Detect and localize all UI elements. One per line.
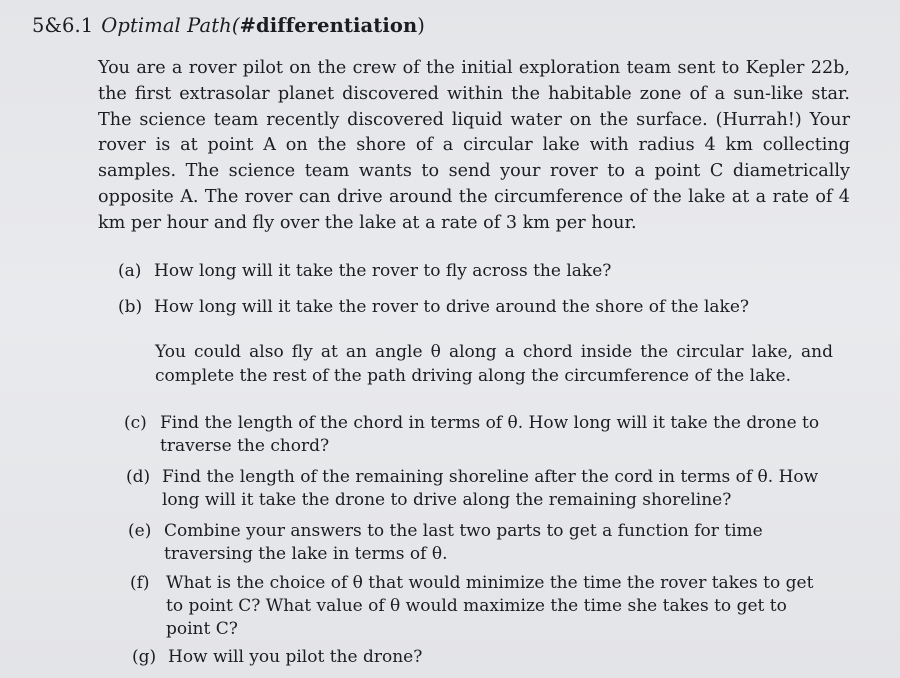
question-a: [118, 260, 838, 283]
question-label: (f): [130, 573, 150, 593]
question-text: Combine your answers to the last two parts to get a function for time traversing the lake in terms of θ.: [164, 521, 763, 564]
question-text: How will you pilot the drone?: [168, 647, 423, 667]
question-c: [124, 412, 830, 458]
problem-heading: [32, 14, 425, 37]
question-g: [132, 646, 832, 669]
question-text: Find the length of the chord in terms of θ. How long will it take the drone to traverse the chord?: [160, 413, 820, 456]
question-text: How long will it take the rover to fly across the lake?: [154, 261, 612, 281]
question-label: (d): [126, 467, 151, 487]
question-label: (c): [124, 413, 147, 433]
problem-number: 5&6.1: [32, 14, 94, 37]
problem-title-close: ): [417, 14, 425, 37]
question-label: (g): [132, 647, 157, 667]
question-f: [130, 572, 830, 641]
question-d: [126, 466, 832, 512]
question-b: [118, 296, 838, 319]
question-label: (e): [128, 521, 152, 541]
question-text: How long will it take the rover to drive around the shore of the lake?: [154, 297, 750, 317]
problem-tag: #differentiation: [239, 14, 418, 37]
question-label: (b): [118, 297, 143, 317]
problem-note: You could also fly at an angle θ along a chord inside the circular lake, and complete the rest of the path driving along the circumference of the lake.: [155, 342, 833, 386]
question-text: What is the choice of θ that would minimize the time the rover takes to get to point C? What value of θ would maximize the time she takes to get to point C?: [166, 573, 814, 639]
problem-intro: You are a rover pilot on the crew of the initial exploration team sent to Kepler 22b, the first extrasolar planet discovered within the habitable zone of a sun-like star. The science team recently discovered liquid water on the surface. (Hurrah!) Your rover is at point A on the shore of a circular lake with radius 4 km collecting samples. The science team wants to send your rover to a point C diametrically opposite A. The rover can drive around the circumference of the lake at a rate of 4 km per hour and fly over the lake at a rate of 3 km per hour.: [98, 58, 850, 233]
question-e: [128, 520, 832, 566]
question-label: (a): [118, 261, 142, 281]
question-text: Find the length of the remaining shoreline after the cord in terms of θ. How long will it take the drone to drive along the remaining shoreline?: [162, 467, 819, 510]
problem-title: Optimal Path(: [101, 14, 240, 37]
